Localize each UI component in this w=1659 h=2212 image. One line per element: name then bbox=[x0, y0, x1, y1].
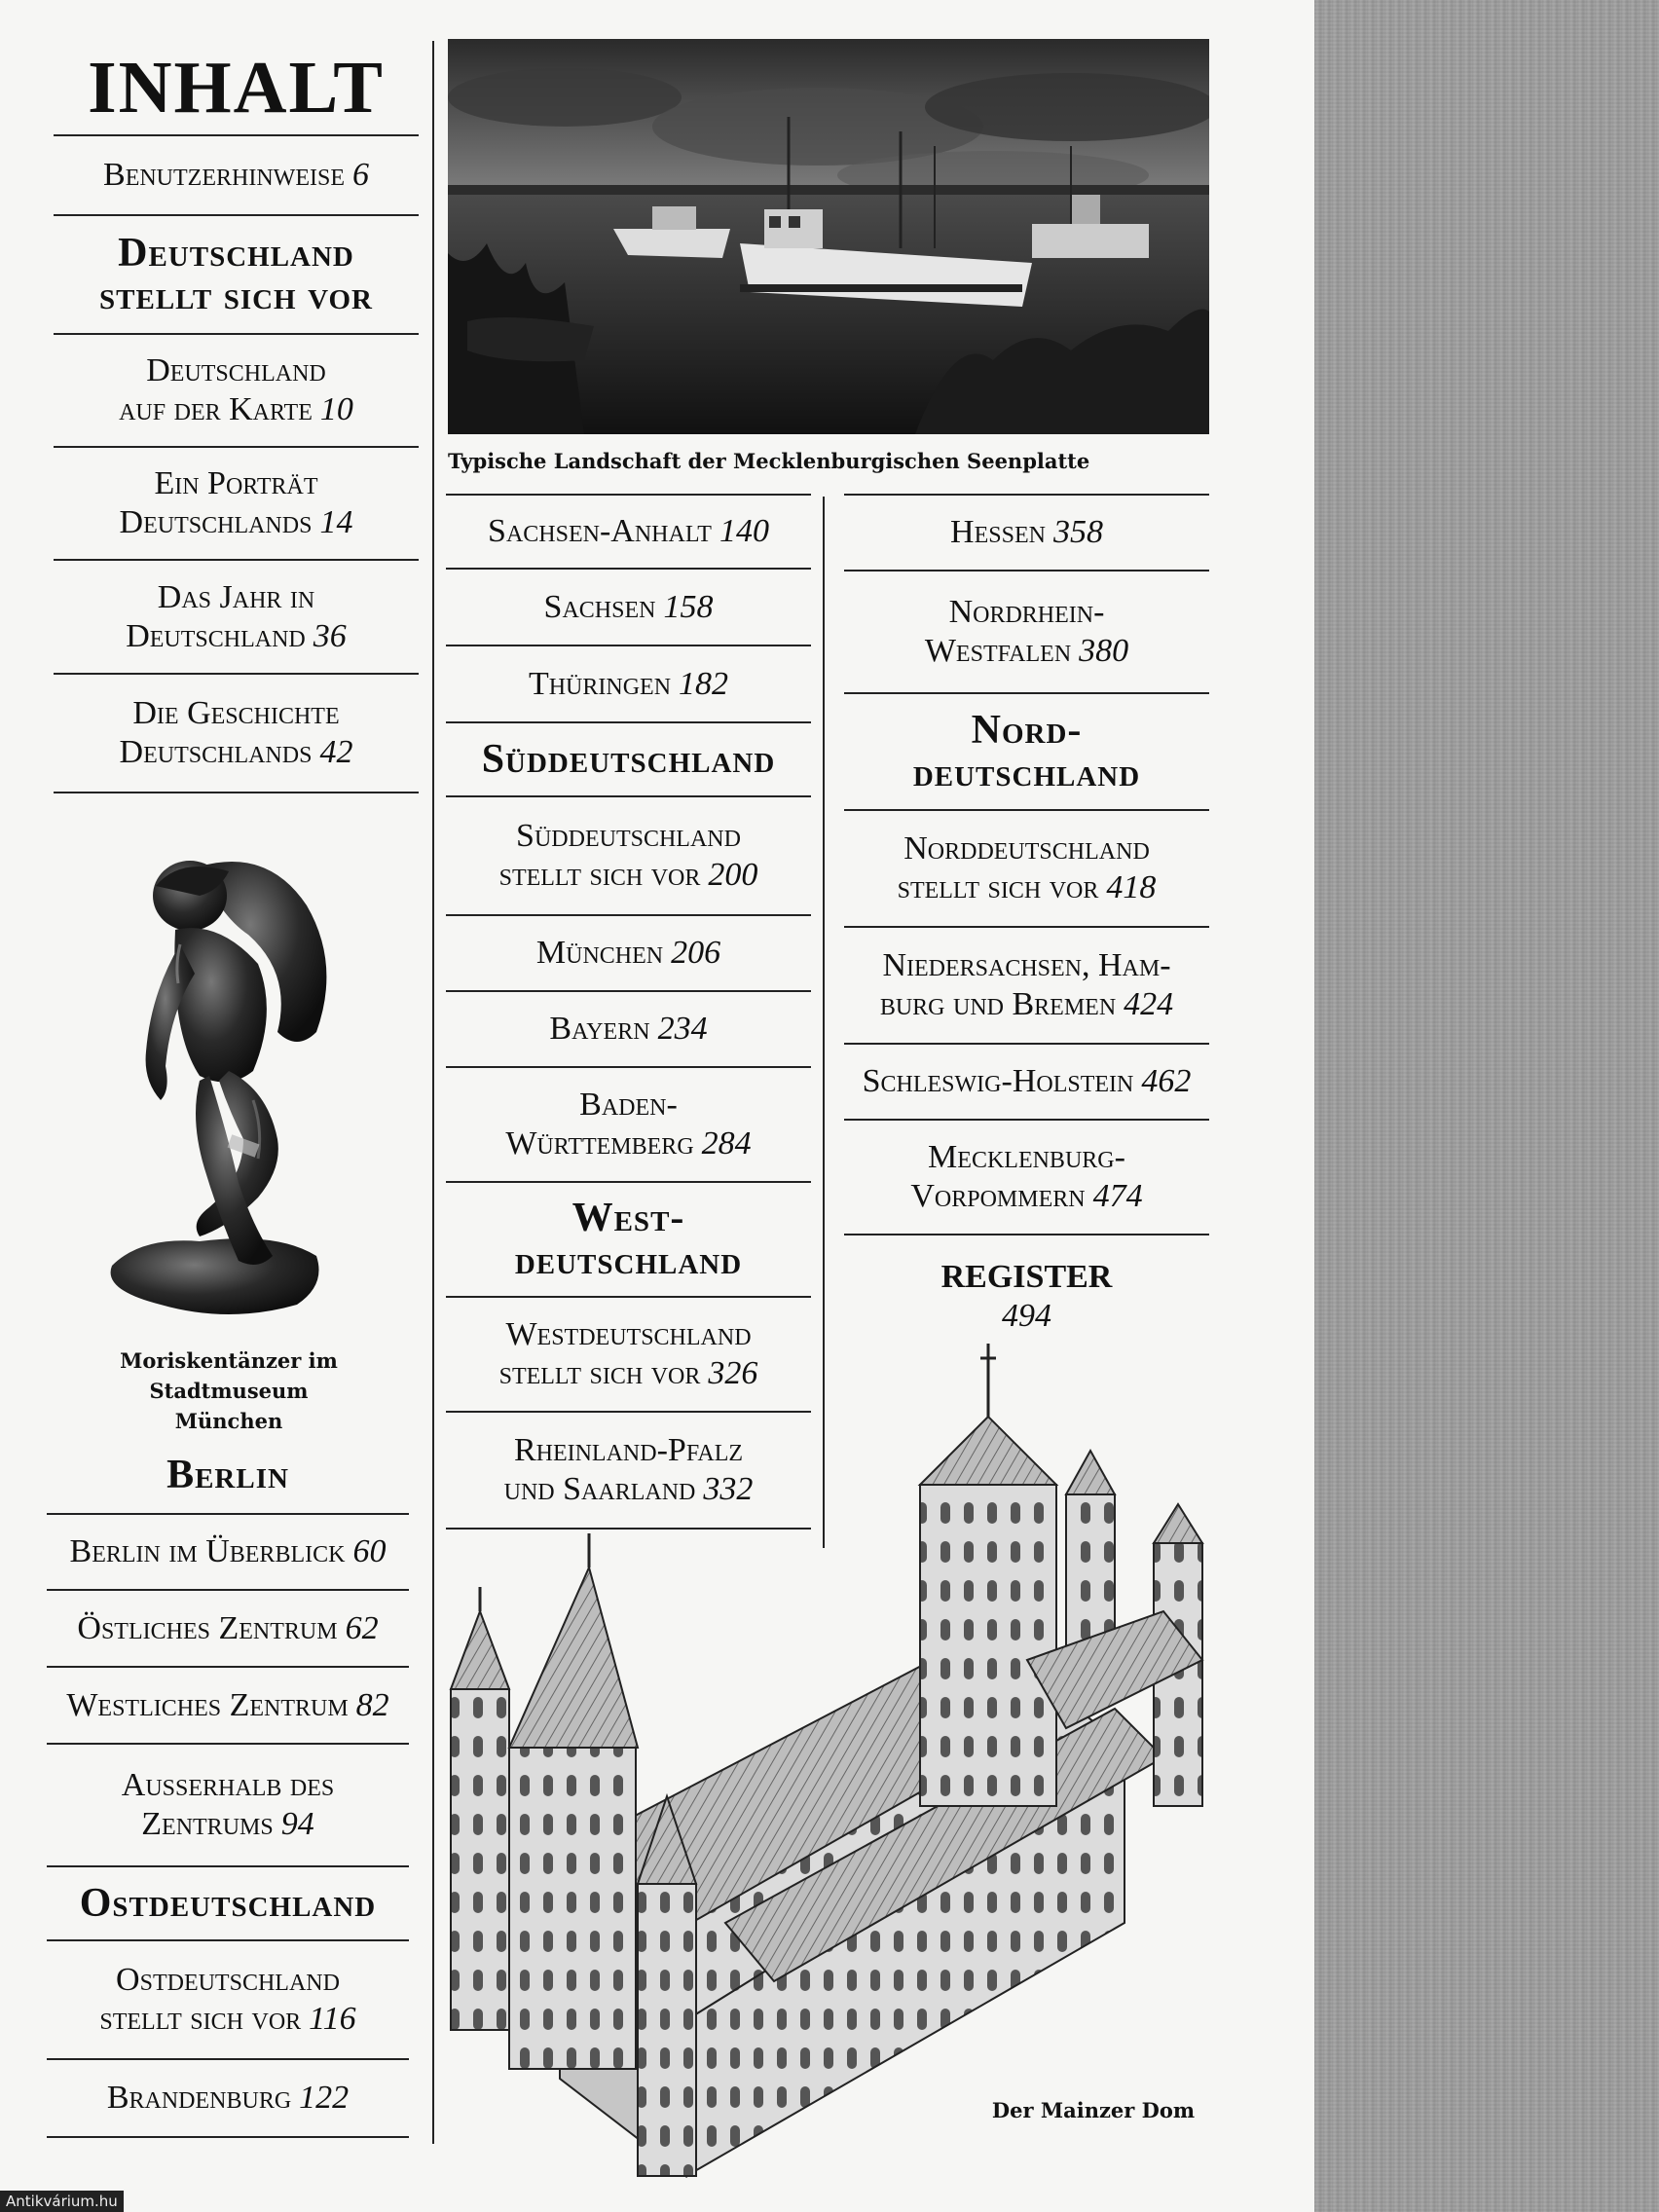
toc-page-number: 122 bbox=[299, 2080, 350, 2116]
cathedral-illustration bbox=[443, 1339, 1212, 2210]
toc-label: Bayern bbox=[549, 1011, 650, 1047]
toc-line bbox=[529, 665, 728, 704]
toc-entry[interactable] bbox=[47, 1591, 409, 1668]
toc-entry[interactable] bbox=[446, 646, 811, 723]
toc-page-number: 60 bbox=[352, 1533, 387, 1569]
toc-page-number: 418 bbox=[1106, 869, 1157, 905]
left-toc-column bbox=[54, 41, 419, 793]
toc-label: Deutschland bbox=[146, 352, 326, 388]
toc-label: Das Jahr in bbox=[157, 578, 315, 615]
statue-caption-line: Moriskentänzer im Stadtmuseum bbox=[120, 1348, 338, 1403]
watermark: Antikvárium.hu bbox=[0, 2191, 124, 2212]
toc-label: deutschland bbox=[912, 751, 1141, 795]
toc-entry[interactable] bbox=[844, 571, 1209, 694]
toc-line bbox=[903, 830, 1150, 868]
toc-label: Ostdeutschland bbox=[116, 1962, 340, 1998]
toc-line bbox=[950, 513, 1103, 552]
toc-label: Thüringen bbox=[528, 665, 672, 702]
toc-line bbox=[158, 578, 314, 617]
toc-line bbox=[77, 1609, 378, 1648]
toc-label: Berlin im Überblick bbox=[69, 1533, 346, 1569]
toc-line bbox=[499, 856, 758, 895]
toc-line bbox=[925, 632, 1128, 671]
toc-section-heading[interactable] bbox=[844, 694, 1209, 811]
toc-entry[interactable] bbox=[446, 992, 811, 1068]
toc-line bbox=[146, 351, 326, 390]
toc-label: Östliches Zentrum bbox=[77, 1609, 338, 1646]
toc-line bbox=[166, 1454, 289, 1496]
toc-label: Ausserhalb des bbox=[121, 1767, 335, 1803]
toc-label: Württemberg bbox=[505, 1125, 694, 1161]
toc-line bbox=[126, 617, 347, 656]
toc-line bbox=[70, 1532, 387, 1571]
toc-entry[interactable] bbox=[47, 1745, 409, 1867]
toc-entry[interactable] bbox=[844, 1121, 1209, 1235]
toc-page-number: 62 bbox=[345, 1609, 379, 1646]
toc-entry[interactable] bbox=[47, 1941, 409, 2060]
toc-entry[interactable] bbox=[47, 1668, 409, 1745]
toc-line bbox=[913, 752, 1140, 794]
toc-page-number: 158 bbox=[663, 588, 714, 625]
toc-entry[interactable] bbox=[844, 811, 1209, 928]
toc-page-number: 116 bbox=[309, 2001, 356, 2037]
toc-entry[interactable] bbox=[844, 1045, 1209, 1121]
toc-line bbox=[154, 464, 317, 503]
toc-line bbox=[99, 275, 373, 317]
toc-line bbox=[80, 1882, 377, 1925]
toc-entry[interactable] bbox=[54, 448, 419, 561]
toc-line bbox=[99, 2000, 355, 2039]
toc-label: Berlin bbox=[166, 1453, 289, 1497]
toc-label: Zentrums bbox=[141, 1806, 274, 1842]
toc-line bbox=[544, 588, 714, 627]
toc-page-number: 94 bbox=[280, 1806, 314, 1842]
toc-label: Westliches Zentrum bbox=[66, 1686, 349, 1723]
toc-page-number: 6 bbox=[351, 157, 369, 193]
left-entries bbox=[54, 136, 419, 793]
toc-label: stellt sich vor bbox=[498, 1355, 701, 1391]
toc-label: Nord- bbox=[971, 708, 1083, 753]
toc-line bbox=[118, 232, 354, 275]
toc-line bbox=[482, 738, 776, 781]
cathedral-caption: Der Mainzer Dom bbox=[991, 2098, 1196, 2122]
harbour-photo bbox=[448, 39, 1209, 434]
toc-page-number: 14 bbox=[319, 504, 353, 540]
toc-label: Vorpommern bbox=[910, 1178, 1086, 1214]
page-title: INHALT bbox=[54, 41, 419, 136]
toc-label: Rheinland-Pfalz bbox=[513, 1432, 744, 1468]
left-lower-toc bbox=[47, 1437, 409, 2138]
toc-entry[interactable] bbox=[47, 1515, 409, 1591]
toc-label: REGISTER bbox=[940, 1259, 1113, 1295]
toc-label: Die Geschichte bbox=[132, 695, 340, 731]
toc-line bbox=[898, 868, 1157, 907]
toc-page-number: 10 bbox=[319, 391, 353, 427]
toc-line bbox=[516, 817, 741, 856]
toc-line bbox=[536, 934, 720, 973]
toc-label: Deutschlands bbox=[119, 504, 313, 540]
toc-line bbox=[928, 1138, 1125, 1177]
toc-line bbox=[141, 1805, 313, 1844]
toc-section-heading[interactable] bbox=[446, 723, 811, 797]
toc-label: und Saarland bbox=[503, 1471, 696, 1507]
toc-label: Süddeutschland bbox=[481, 737, 776, 782]
left-lower-entries bbox=[47, 1437, 409, 2138]
toc-page-number: 474 bbox=[1092, 1178, 1143, 1214]
toc-label: Sachsen-Anhalt bbox=[488, 513, 712, 549]
toc-line bbox=[66, 1686, 388, 1725]
toc-line bbox=[882, 946, 1170, 985]
toc-label: Mecklenburg- bbox=[928, 1139, 1125, 1175]
toc-line bbox=[116, 1961, 340, 2000]
toc-line bbox=[505, 1124, 751, 1163]
toc-label: Süddeutschland bbox=[516, 818, 741, 854]
book-edge-background bbox=[1314, 0, 1659, 2212]
toc-section-heading[interactable] bbox=[446, 1183, 811, 1298]
toc-page-number: 332 bbox=[703, 1471, 754, 1507]
toc-line bbox=[107, 2079, 349, 2118]
toc-page-number: 42 bbox=[319, 734, 353, 770]
toc-label: Baden- bbox=[579, 1087, 678, 1123]
toc-page-number: 234 bbox=[657, 1011, 708, 1047]
toc-page-number: 36 bbox=[313, 617, 347, 654]
statue-caption bbox=[39, 1346, 419, 1436]
toc-label: Hessen bbox=[950, 514, 1046, 550]
toc-label: auf der Karte bbox=[119, 391, 313, 427]
toc-label: Niedersachsen, Ham- bbox=[882, 947, 1171, 983]
toc-label: stellt sich vor bbox=[99, 2001, 302, 2037]
toc-label: West- bbox=[571, 1196, 685, 1240]
toc-label: stellt sich vor bbox=[498, 857, 701, 893]
toc-label: burg und Bremen bbox=[879, 986, 1117, 1022]
toc-line bbox=[549, 1010, 707, 1049]
column-divider bbox=[432, 41, 434, 2144]
toc-entry[interactable] bbox=[446, 797, 811, 916]
toc-line bbox=[949, 593, 1105, 632]
toc-line bbox=[863, 1062, 1192, 1101]
toc-label: Norddeutschland bbox=[903, 830, 1150, 866]
toc-section-heading[interactable] bbox=[54, 216, 419, 335]
toc-page-number: 206 bbox=[671, 935, 721, 971]
toc-line bbox=[880, 985, 1173, 1024]
toc-section-heading[interactable] bbox=[47, 1867, 409, 1941]
toc-label: stellt sich vor bbox=[897, 869, 1099, 905]
toc-line bbox=[572, 1197, 685, 1239]
toc-label: München bbox=[535, 935, 664, 971]
toc-line bbox=[910, 1177, 1142, 1216]
toc-line bbox=[941, 1258, 1113, 1297]
toc-entry[interactable] bbox=[54, 561, 419, 675]
toc-label: deutschland bbox=[514, 1238, 743, 1283]
toc-entry[interactable] bbox=[446, 916, 811, 992]
toc-label: Westdeutschland bbox=[505, 1316, 752, 1352]
toc-line bbox=[488, 512, 769, 551]
toc-entry[interactable] bbox=[54, 136, 419, 216]
toc-line bbox=[103, 156, 369, 195]
toc-label: Brandenburg bbox=[106, 2080, 292, 2116]
toc-entry[interactable] bbox=[844, 496, 1209, 571]
toc-label: stellt sich vor bbox=[99, 274, 373, 318]
toc-label: Deutschland bbox=[126, 617, 306, 654]
toc-entry[interactable] bbox=[54, 675, 419, 793]
toc-page-number: 424 bbox=[1124, 986, 1174, 1022]
toc-label: Sachsen bbox=[543, 588, 656, 625]
toc-entry[interactable] bbox=[844, 928, 1209, 1045]
toc-line bbox=[120, 503, 353, 542]
statue-caption-line: München bbox=[174, 1409, 283, 1433]
toc-label: Westfalen bbox=[924, 633, 1072, 669]
toc-page-number: 284 bbox=[701, 1125, 752, 1161]
toc-page-number: 462 bbox=[1141, 1063, 1192, 1099]
toc-entry[interactable] bbox=[446, 570, 811, 646]
toc-label: Schleswig-Holstein bbox=[862, 1063, 1134, 1099]
toc-page-number: 494 bbox=[1002, 1298, 1051, 1334]
toc-label: Deutschland bbox=[118, 231, 354, 276]
toc-label: Ostdeutschland bbox=[79, 1881, 377, 1926]
toc-page-number: 358 bbox=[1052, 514, 1103, 550]
toc-label: Deutschlands bbox=[119, 734, 313, 770]
statue-illustration bbox=[83, 847, 375, 1339]
toc-page-number: 82 bbox=[355, 1686, 389, 1723]
toc-label: Benutzerhinweise bbox=[103, 157, 345, 193]
toc-label: Ein Porträt bbox=[154, 465, 318, 501]
toc-page-number: 200 bbox=[708, 857, 758, 893]
toc-label: Nordrhein- bbox=[948, 594, 1105, 630]
toc-entry[interactable] bbox=[446, 1068, 811, 1183]
toc-line bbox=[119, 390, 353, 429]
toc-page-number: 182 bbox=[679, 665, 729, 702]
toc-entry[interactable] bbox=[47, 2060, 409, 2138]
toc-line bbox=[120, 733, 353, 772]
toc-page-number: 380 bbox=[1079, 633, 1129, 669]
toc-line bbox=[579, 1086, 678, 1124]
toc-line bbox=[515, 1239, 742, 1282]
toc-line bbox=[122, 1766, 334, 1805]
toc-line bbox=[972, 709, 1083, 752]
toc-entry[interactable] bbox=[54, 335, 419, 448]
toc-page-number: 140 bbox=[719, 513, 769, 549]
toc-line bbox=[132, 694, 339, 733]
toc-entry[interactable] bbox=[446, 496, 811, 570]
toc-page-number: 326 bbox=[708, 1355, 758, 1391]
photo-caption: Typische Landschaft der Mecklenburgischen Seenplatte bbox=[448, 449, 1090, 473]
right-entries bbox=[844, 496, 1209, 1358]
toc-section-heading[interactable] bbox=[47, 1437, 409, 1515]
